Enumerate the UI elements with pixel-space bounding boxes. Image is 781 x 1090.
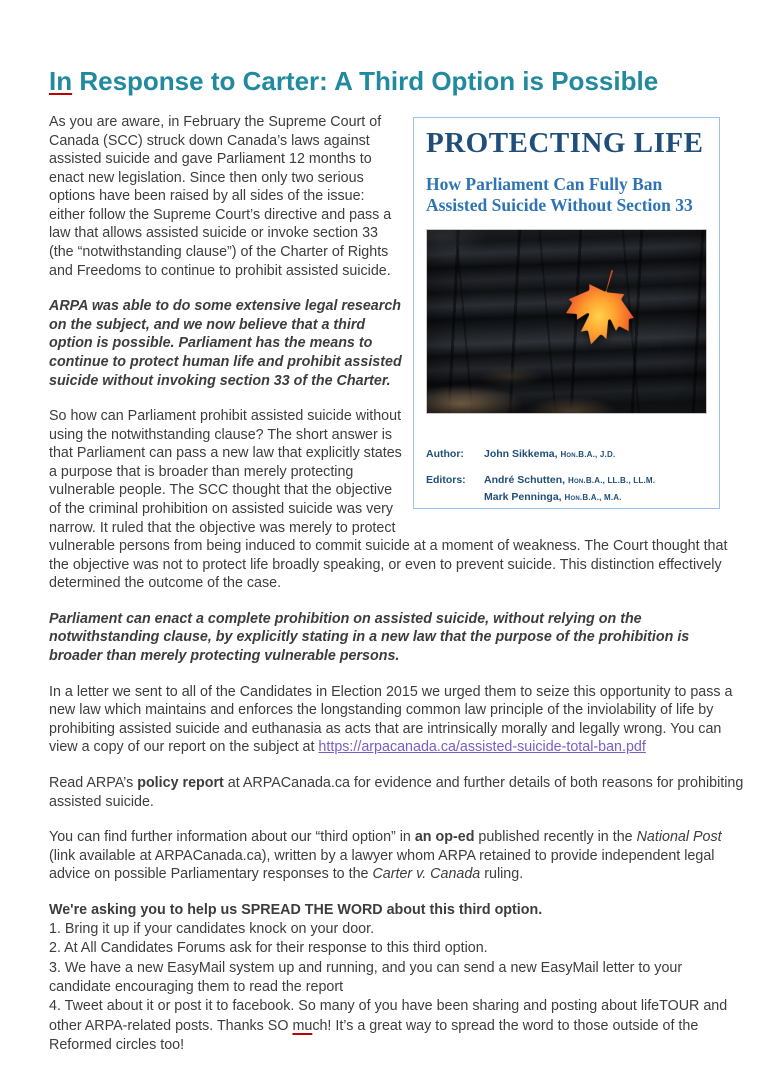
editor2-credentials: Hon.B.A., M.A. [564, 493, 622, 503]
page-title-word-misspelled: In [49, 66, 73, 96]
editor-names [484, 474, 655, 509]
page-title-text: Response to Carter: A Third Option is Possible [72, 66, 659, 96]
oped-bold: an op-ed [414, 829, 475, 846]
report-cover [413, 117, 720, 509]
charred-wood-photo [426, 229, 707, 414]
author-row [426, 448, 707, 462]
carter-v-canada-italic: Carter v. Canada [372, 866, 481, 883]
article-body [49, 113, 745, 1055]
oped-part1: You can find further information about our “third option” in [49, 829, 415, 846]
letter-text: In a letter we sent to all of the Candidates in Election 2015 we urged them to seize this opportunity to pass a new law which maintains and enforces the longstanding common law principle of the inviolability of life by prohibiting assisted suicide and euthanasia as acts that are intrinsically morally and legally wrong. You can view a copy of our report on the subject at [49, 683, 733, 756]
document-page [0, 66, 781, 1090]
spread-item-4-misspelled: mu [292, 1017, 313, 1034]
maple-leaf-icon [547, 239, 661, 358]
policy-report-bold: policy report [137, 774, 224, 791]
policy-report-before: Read ARPA’s [49, 774, 138, 791]
report-cover-subtitle-line1: How Parliament Can Fully Ban [426, 173, 663, 194]
spread-heading: We're asking you to help us SPREAD THE WORD about this third option. [49, 901, 543, 918]
paragraph-intro: As you are aware, in February the Supreme Court of Canada (SCC) struck down Canada’s laws against assisted suicide and gave Parliament 12 months to enact new legislation. Since then only two serious options have been raised by all sides of the issue: either follow the Supreme Court’s directive and pass a law that allows assisted suicide or invoke section 33 (the “notwithstanding clause”) of the Charter of Rights and Freedoms to continue to prohibit assisted suicide. [49, 114, 392, 279]
author-name [484, 448, 615, 462]
oped-part4: ruling. [480, 866, 524, 883]
paragraph-policy-report [49, 774, 745, 811]
policy-report-after: at ARPACanada.ca for evidence and further details of both reasons for prohibiting assisted suicide. [49, 774, 744, 810]
report-pdf-link[interactable]: https://arpacanada.ca/assisted-suicide-total-ban.pdf [318, 739, 646, 756]
spread-item-4-text: 4. Tweet about it or post it to facebook. So many of you have been sharing and posting about lifeTOUR and other ARPA-related posts. Thanks SO [49, 998, 728, 1034]
author-label: Author: [426, 447, 464, 460]
author-credentials: Hon.B.A., J.D. [560, 449, 616, 459]
report-cover-subtitle [426, 174, 707, 216]
editor1-name-text: André Schutten, [484, 473, 566, 486]
report-credits [426, 448, 707, 509]
spread-item-4 [49, 997, 745, 1055]
editor1-credentials: Hon.B.A., LL.B., LL.M. [568, 475, 656, 485]
paragraph-arpa-research: ARPA was able to do some extensive legal research on the subject, and we now believe that a third option is possible. Parliament has the means to continue to protect human life and prohibit assisted suicide without invoking section 33 of the Charter. [49, 298, 402, 389]
paragraph-oped [49, 828, 745, 884]
oped-part3: (link available at ARPACanada.ca), written by a lawyer whom ARPA retained to provide independent legal advice on possible Parliamentary responses to the [49, 847, 715, 883]
national-post-italic: National Post [636, 829, 722, 846]
report-cover-title: PROTECTING LIFE [426, 127, 704, 159]
oped-part2: published recently in the [474, 829, 637, 846]
spread-item-2: 2. At All Candidates Forums ask for their response to this third option. [49, 940, 488, 957]
paragraph-how-parliament: So how can Parliament prohibit assisted suicide without using the notwithstanding clause? The short answer is that Parliament can pass a new law that explicitly states a purpose that is broader than merely protecting vulnerable people. The SCC thought that the objective of the criminal prohibition on assisted suicide was very narrow. It ruled that the objective was merely to protect vulnerable persons from being induced to commit suicide at a moment of weakness. The Court thought that the objective was not to protect life broadly speaking, or even to prevent suicide. This distinction effectively determined the outcome of the case. [49, 408, 728, 592]
editors-label: Editors: [426, 473, 466, 486]
spread-item-3: 3. We have a new EasyMail system up and running, and you can send a new EasyMail letter to your candidate encouraging them to read the report [49, 959, 683, 995]
spread-the-word-section [49, 901, 745, 1055]
spread-item-4-text-end: ch! It’s a great way to spread the word to those outside of the Reformed circles too! [49, 1017, 699, 1053]
report-cover-subtitle-line2: Assisted Suicide Without Section 33 [426, 194, 693, 215]
spread-item-1: 1. Bring it up if your candidates knock on your door. [49, 921, 375, 938]
paragraph-letter-candidates [49, 683, 745, 757]
author-name-text: John Sikkema, [484, 447, 558, 460]
editor2-name-text: Mark Penninga, [484, 491, 562, 504]
editor2-name [484, 491, 655, 505]
editor1-name [484, 474, 655, 488]
editors-row [426, 474, 707, 509]
paragraph-complete-prohibition: Parliament can enact a complete prohibition on assisted suicide, without relying on the notwithstanding clause, by explicitly stating in a new law that the purpose of the prohibition is broader than merely protecting vulnerable persons. [49, 610, 690, 665]
page-title [49, 66, 745, 97]
